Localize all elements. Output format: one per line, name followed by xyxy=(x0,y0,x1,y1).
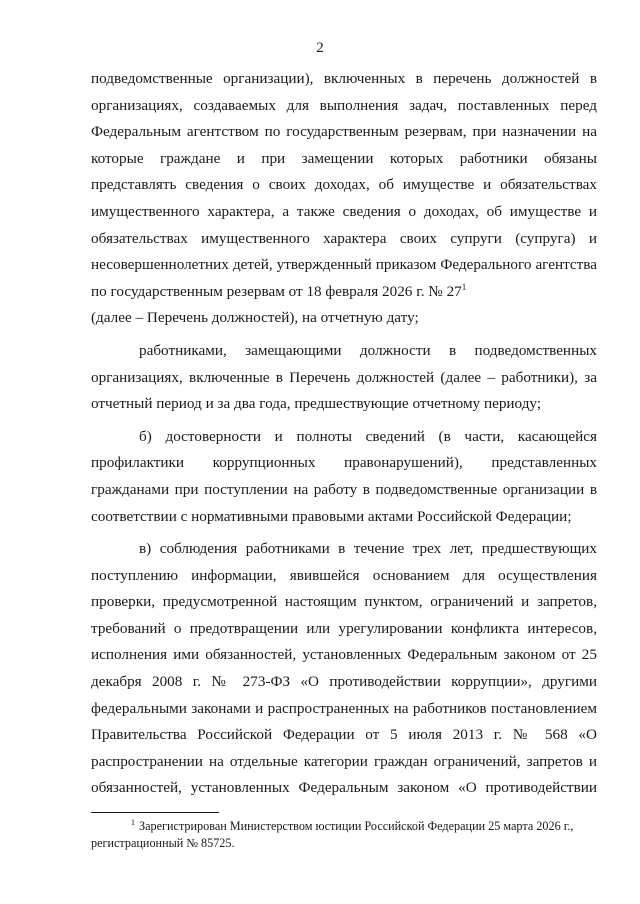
footnote-text: Зарегистрирован Министерством юстиции Российской Федерации 25 марта 2026 г., регистрационный № 85725. xyxy=(91,819,574,850)
page-number: 2 xyxy=(316,40,324,56)
paragraph-employees: работниками, замещающими должности в подведомственных организациях, включенные в Перечень должностей (далее – работники), за отчетный период и за два года, предшествующие отчетному периоду; xyxy=(91,341,597,413)
paragraph-continuation xyxy=(91,66,597,305)
paragraph-item-v: в) соблюдения работниками в течение трех лет, предшествующих поступлению информации, явившейся основанием для осуществления проверки, предусмотренной настоящим пунктом, ограничений и запретов, требований о предотвращении или урегулировании конфликта интересов, исполнения ими обязанностей, установленных Федеральным законом от 25 декабря 2008 г. № 273-ФЗ «О противодействии коррупции», другими федеральными законами и распространенных на работников постановлением Правительства Российской Федерации от 5 июля 2013 г. № 568 «О распространении на отдельные категории граждан ограничений, запретов и обязанностей, установленных Федеральным законом «О противодействии xyxy=(91,540,597,797)
footnote-divider xyxy=(91,812,219,813)
footnote-mark: 1 xyxy=(131,817,135,827)
paragraph-continuation-end: (далее – Перечень должностей), на отчетную дату; xyxy=(91,309,419,327)
paragraph-item-b: б) достоверности и полноты сведений (в части, касающейся профилактики коррупционных правонарушений), представленных гражданами при поступлении на работу в подведомственные организации в соответствии с нормативными правовыми актами Российской Федерации; xyxy=(91,427,597,525)
footnote xyxy=(91,818,601,852)
document-body xyxy=(91,66,597,802)
footnote-reference: 1 xyxy=(461,281,467,292)
paragraph-text: подведомственные организации), включенных в перечень должностей в организациях, создаваемых для выполнения задач, поставленных перед Федеральным агентством по государственным резервам, при назначении на которые граждане и при замещении которых работники обязаны представлять сведения о своих доходах, об имуществе и обязательствах имущественного характера, а также сведения о доходах, об имуществе и обязательствах имущественного характера своих супруги (супруга) и несовершеннолетних детей, утвержденный приказом Федерального агентства по государственным резервам от 18 февраля 2026 г. № 27 xyxy=(91,70,597,300)
